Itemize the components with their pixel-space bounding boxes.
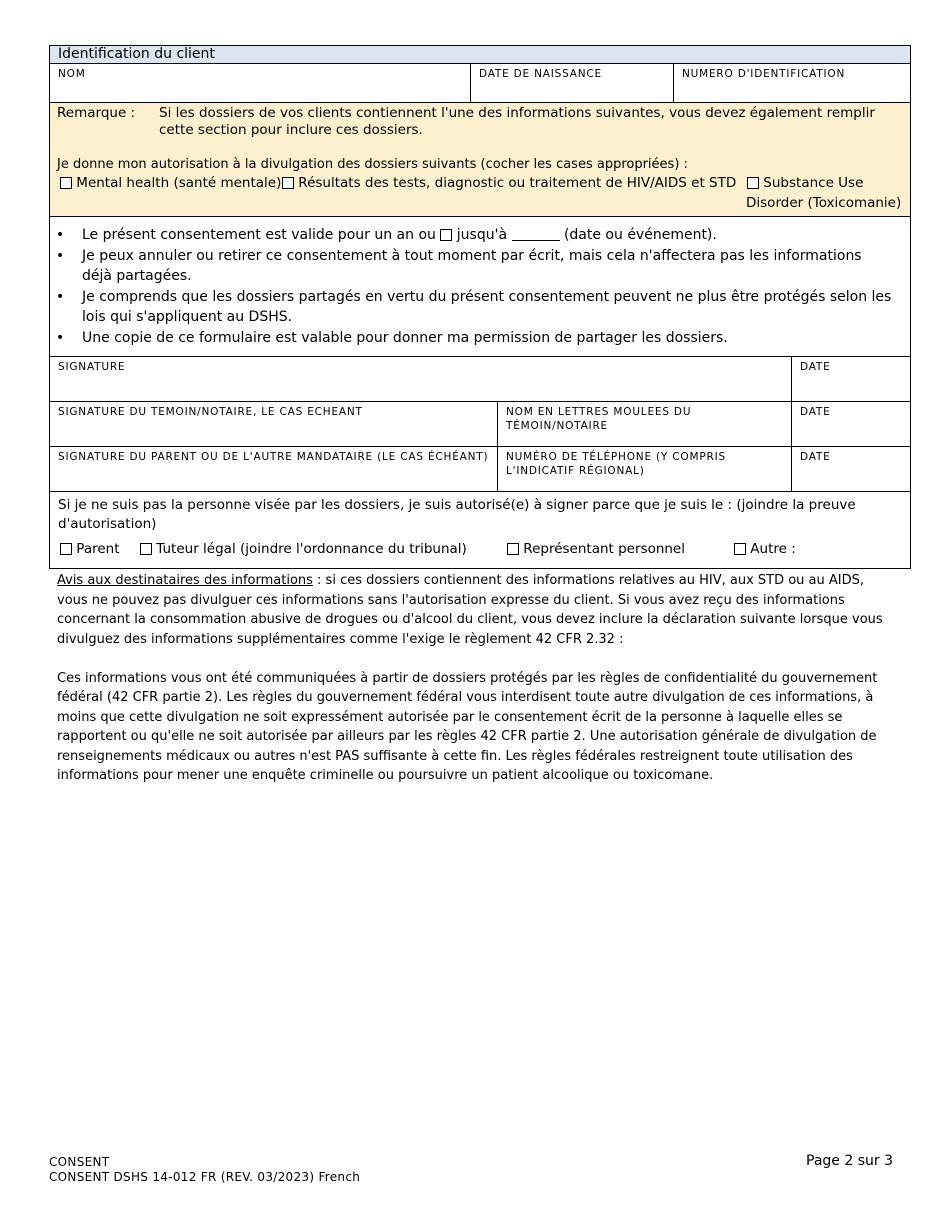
parent-checkbox[interactable] <box>60 543 72 555</box>
notice-lead: Avis aux destinataires des informations <box>57 573 313 588</box>
mental-health-checkbox[interactable] <box>60 177 72 189</box>
parent-row <box>50 447 910 492</box>
name-label: NOM <box>58 68 86 80</box>
parent-signature-label: SIGNATURE DU PARENT OU DE L'AUTRE MANDATAIRE (LE CAS ÉCHÉANT) <box>58 451 489 463</box>
authorized-signer-section <box>50 492 910 568</box>
parent-label: Parent <box>76 541 120 557</box>
notice-paragraph-1: : si ces dossiers contiennent des informations relatives au HIV, aux STD ou au AIDS, vous ne pouvez pas divulguer ces informations sans l'autorisation expresse du client. Si vous avez reçu des informations concernant la consommation abusive de drogues ou d'alcool du client, vous devez inclure la déclaration suivante lorsque vous divulguez des informations supplémentaires comme l'exige le règlement 42 CFR 2.32 : <box>57 573 883 647</box>
substance-use-label-2: Disorder (Toxicomanie) <box>746 195 902 211</box>
until-date-blank[interactable] <box>512 226 560 241</box>
date-label: DATE <box>800 451 831 463</box>
consent-terms <box>50 217 910 357</box>
authorized-signer-text: Si je ne suis pas la personne visée par les dossiers, je suis autorisé(e) à signer parce que je suis le : (joindre la preuve d'autorisation) <box>58 497 856 532</box>
form-footer <box>49 1155 360 1185</box>
record-type-options <box>57 173 902 213</box>
name-field[interactable] <box>50 64 470 102</box>
hiv-checkbox[interactable] <box>282 177 294 189</box>
witness-date-field[interactable] <box>791 402 910 446</box>
until-checkbox[interactable] <box>440 229 452 241</box>
witness-name-field[interactable] <box>497 402 791 446</box>
witness-signature-label: SIGNATURE DU TEMOIN/NOTAIRE, LE CAS ECHEANT <box>58 406 363 418</box>
list-item: • Le présent consentement est valide pour un an ou jusqu'à (date ou événement). <box>56 225 896 245</box>
client-section-title: Identification du client <box>50 46 910 64</box>
recipient-notice <box>57 571 887 786</box>
phone-label: NUMÉRO DE TÉLÉPHONE (Y COMPRIS L'INDICATIF RÉGIONAL) <box>506 451 726 477</box>
remark-label: Remarque : <box>57 105 136 121</box>
witness-row <box>50 402 910 447</box>
footer-form-number: CONSENT DSHS 14-012 FR (REV. 03/2023) French <box>49 1170 361 1184</box>
mental-health-label: Mental health (santé mentale) <box>76 175 282 191</box>
signature-row <box>50 357 910 402</box>
witness-name-label: NOM EN LETTRES MOULEES DU TÉMOIN/NOTAIRE <box>506 406 692 432</box>
hiv-label: Résultats des tests, diagnostic ou traitement de HIV/AIDS et STD <box>298 175 737 191</box>
authorization-text: Je donne mon autorisation à la divulgation des dossiers suivants (cocher les cases appropriées) : <box>57 157 688 172</box>
notice-paragraph-2: Ces informations vous ont été communiquées à partir de dossiers protégés par les règles de confidentialité du gouvernement fédéral (42 CFR partie 2). Les règles du gouvernement fédéral vous interdisent toute autre divulgation de ces informations, à moins que cette divulgation ne soit expressément autorisée par le consentement écrit de la personne à laquelle elles se rapportent ou qu'elle ne soit autorisée par ailleurs par les règles 42 CFR partie 2. Une autorisation générale de divulgation de renseignements médicaux ou autres n'est PAS suffisante à cette fin. Les règles fédérales restreignent toute utilisation des informations pour mener une enquête criminelle ou poursuivre un patient alcoolique ou toxicomane. <box>57 670 878 783</box>
date-label: DATE <box>800 361 831 373</box>
remark-section <box>50 103 910 217</box>
other-label: Autre : <box>750 541 796 557</box>
consent-form <box>49 45 911 569</box>
representative-checkbox[interactable] <box>507 543 519 555</box>
list-item: • Je peux annuler ou retirer ce consentement à tout moment par écrit, mais cela n'affectera pas les informations déjà partagées. <box>56 246 896 286</box>
page-number: Page 2 sur 3 <box>806 1153 893 1169</box>
signer-role-options <box>58 540 902 562</box>
other-checkbox[interactable] <box>734 543 746 555</box>
id-number-field[interactable] <box>673 64 910 102</box>
list-item: • Je comprends que les dossiers partagés en vertu du présent consentement peuvent ne plus être protégés selon les lois qui s'appliquent au DSHS. <box>56 287 896 327</box>
footer-form-name: CONSENT <box>49 1155 110 1169</box>
date-label: DATE <box>800 406 831 418</box>
parent-signature-field[interactable] <box>50 447 497 491</box>
representative-label: Représentant personnel <box>523 541 685 557</box>
remark-text: Si les dossiers de vos clients contiennent l'une des informations suivantes, vous devez également remplir cette section pour inclure ces dossiers. <box>159 105 875 138</box>
phone-field[interactable] <box>497 447 791 491</box>
list-item: • Une copie de ce formulaire est valable pour donner ma permission de partager les dossiers. <box>56 328 896 348</box>
guardian-label: Tuteur légal (joindre l'ordonnance du tribunal) <box>156 541 467 557</box>
substance-use-checkbox[interactable] <box>747 177 759 189</box>
parent-date-field[interactable] <box>791 447 910 491</box>
signature-label: SIGNATURE <box>58 361 126 373</box>
signature-field[interactable] <box>50 357 791 401</box>
client-id-row <box>50 64 910 103</box>
id-number-label: NUMERO D'IDENTIFICATION <box>682 68 846 80</box>
dob-field[interactable] <box>470 64 673 102</box>
witness-signature-field[interactable] <box>50 402 497 446</box>
substance-use-label: Substance Use <box>763 175 864 191</box>
dob-label: DATE DE NAISSANCE <box>479 68 602 80</box>
guardian-checkbox[interactable] <box>140 543 152 555</box>
signature-date-field[interactable] <box>791 357 910 401</box>
